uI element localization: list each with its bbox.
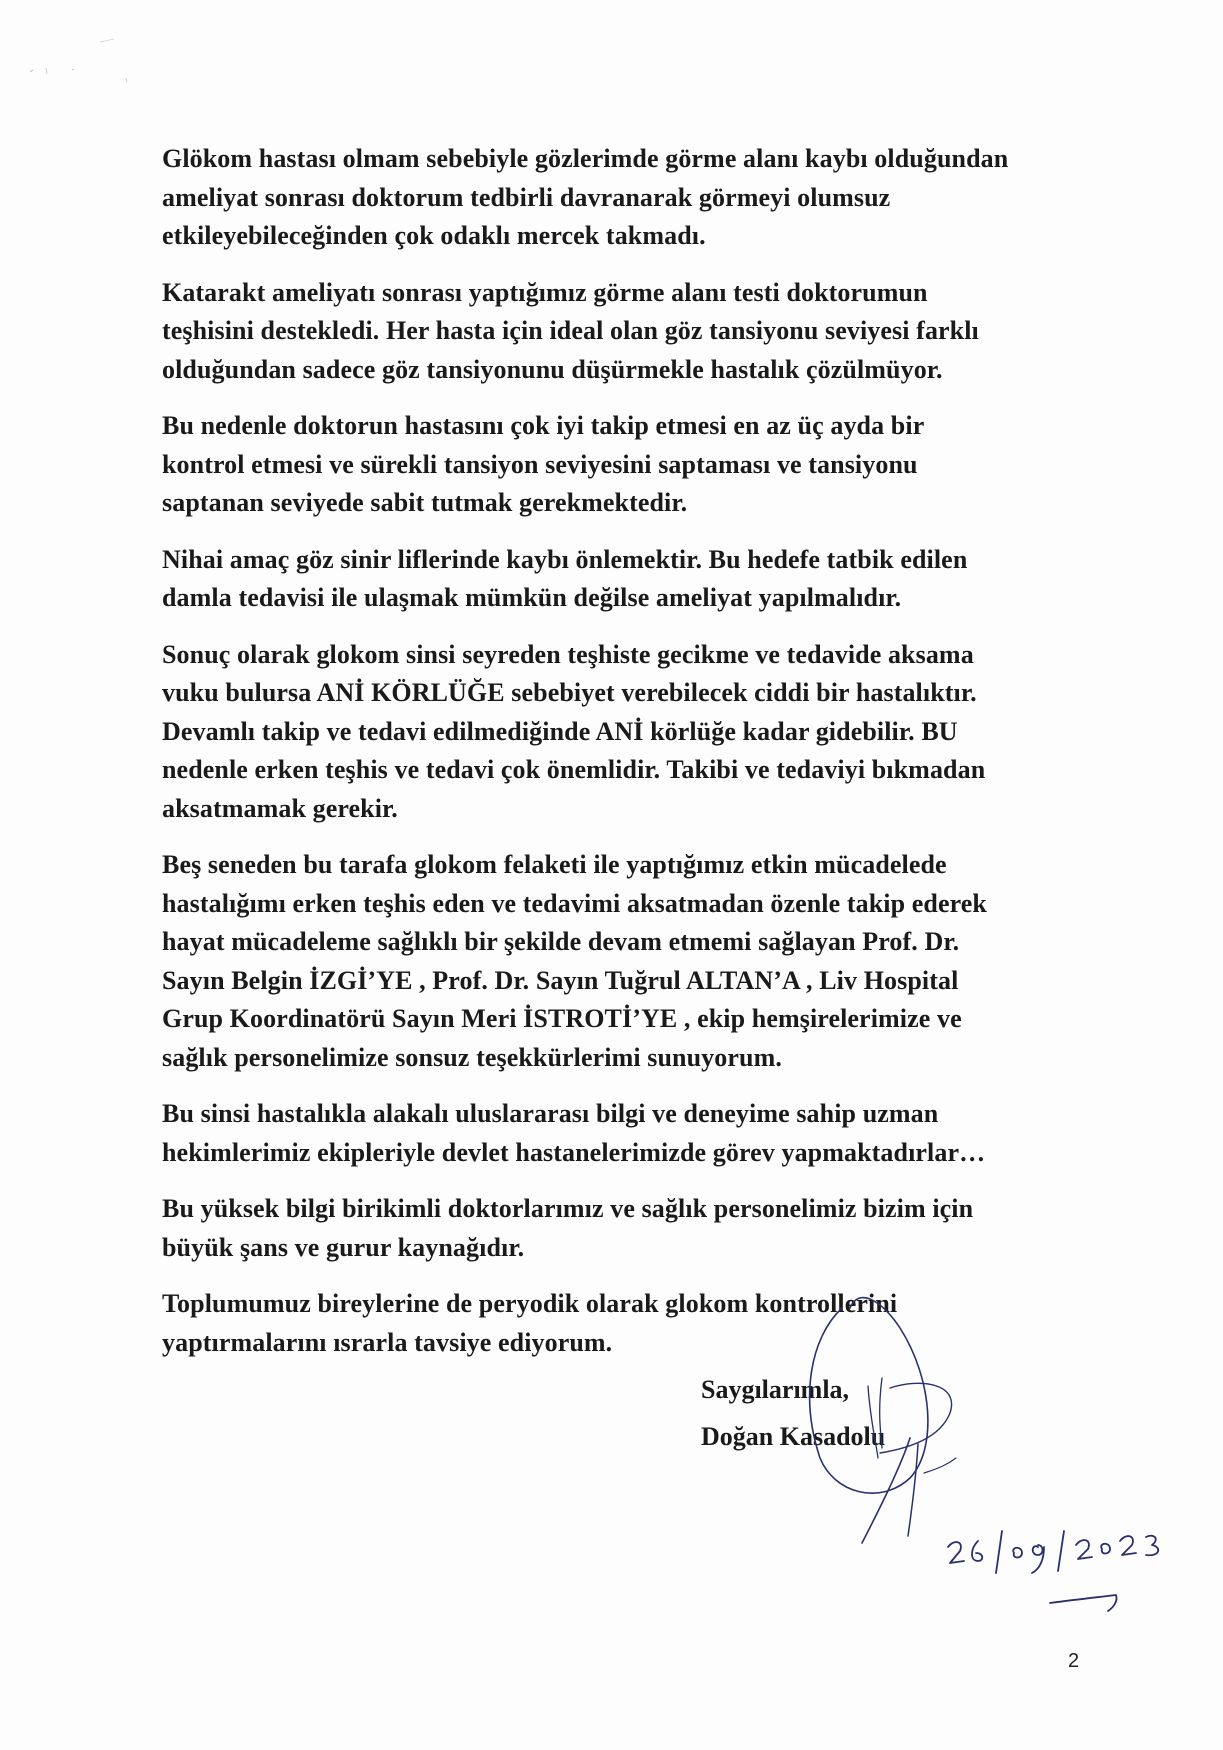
- closing-block: [701, 1366, 885, 1460]
- page-number: 2: [1068, 1650, 1080, 1672]
- text-line: etkileyebileceğinden çok odaklı mercek takmadı.: [162, 221, 706, 250]
- text-line: sağlık personelimize sonsuz teşekkürlerimi sunuyorum.: [162, 1042, 782, 1072]
- text-line: Nihai amaç göz sinir liflerinde kaybı önlemektir. Bu hedefe tatbik edilen: [162, 544, 968, 574]
- letter-body: [162, 140, 1102, 1380]
- text-line: Sonuç olarak glokom sinsi seyreden teşhiste gecikme ve tedavide aksama: [162, 639, 974, 669]
- author-name: Doğan Kasadolu: [701, 1422, 886, 1451]
- text-line: teşhisini destekledi. Her hasta için ideal olan göz tansiyonu seviyesi farklı: [162, 316, 979, 345]
- closing-salutation: Saygılarımla,: [701, 1375, 850, 1404]
- paragraph: [162, 274, 1102, 390]
- text-line: hekimlerimiz ekipleriyle devlet hastanelerimizde görev yapmaktadırlar…: [162, 1137, 986, 1167]
- paragraph: [162, 407, 1102, 523]
- text-line: damla tedavisi ile ulaşmak mümkün değilse ameliyat yapılmalıdır.: [162, 583, 902, 612]
- text-line: Beş seneden bu tarafa glokom felaketi ile yaptığımız etkin mücadelede: [162, 850, 947, 879]
- text-line: saptanan seviyede sabit tutmak gerekmektedir.: [162, 488, 688, 517]
- text-line: hayat mücadeleme sağlıklı bir şekilde devam etmemi sağlayan Prof. Dr.: [162, 927, 960, 956]
- text-line: büyük şans ve gurur kaynağıdır.: [162, 1232, 525, 1262]
- text-line: yaptırmalarını ısrarla tavsiye ediyorum.: [162, 1327, 613, 1357]
- text-line: olduğundan sadece göz tansiyonunu düşürmekle hastalık çözülmüyor.: [162, 354, 943, 384]
- text-line: ameliyat sonrası doktorum tedbirli davranarak görmeyi olumsuz: [162, 182, 891, 212]
- text-line: Grup Koordinatörü Sayın Meri İSTROTİ’YE , ekip hemşirelerimize ve: [162, 1004, 962, 1033]
- paragraph: [162, 140, 1102, 256]
- text-line: Toplumumuz bireylerine de peryodik olarak glokom kontrollerini: [162, 1289, 898, 1318]
- handwritten-date: [940, 1525, 1170, 1635]
- text-line: Bu yüksek bilgi birikimli doktorlarımız ve sağlık personelimiz bizim için: [162, 1194, 974, 1223]
- text-line: kontrol etmesi ve sürekli tansiyon seviyesini saptaması ve tansiyonu: [162, 449, 918, 479]
- text-line: aksatmamak gerekir.: [162, 793, 398, 823]
- paragraph: [162, 1285, 1102, 1362]
- text-line: Devamlı takip ve tedavi edilmediğinde ANİ körlüğe kadar gidebilir. BU: [162, 716, 958, 746]
- text-line: nedenle erken teşhis ve tedavi çok önemlidir. Takibi ve tedaviyi bıkmadan: [162, 755, 986, 784]
- scan-artifact-marks: [22, 30, 142, 90]
- text-line: Glökom hastası olmam sebebiyle gözlerimde görme alanı kaybı olduğundan: [162, 144, 1009, 173]
- text-line: Bu sinsi hastalıkla alakalı uluslararası bilgi ve deneyime sahip uzman: [162, 1099, 939, 1128]
- paragraph: [162, 1190, 1102, 1267]
- paragraph: [162, 1095, 1102, 1172]
- text-line: vuku bulursa ANİ KÖRLÜĞE sebebiyet verebilecek ciddi bir hastalıktır.: [162, 678, 977, 707]
- text-line: Bu nedenle doktorun hastasını çok iyi takip etmesi en az üç ayda bir: [162, 411, 925, 440]
- text-line: hastalığımı erken teşhis eden ve tedavimi aksatmadan özenle takip ederek: [162, 888, 987, 918]
- text-line: Katarakt ameliyatı sonrası yaptığımız görme alanı testi doktorumun: [162, 277, 928, 307]
- paragraph: [162, 541, 1102, 618]
- paragraph: [162, 846, 1102, 1077]
- text-line: Sayın Belgin İZGİ’YE , Prof. Dr. Sayın Tuğrul ALTAN’A , Liv Hospital: [162, 965, 959, 995]
- paragraph: [162, 636, 1102, 829]
